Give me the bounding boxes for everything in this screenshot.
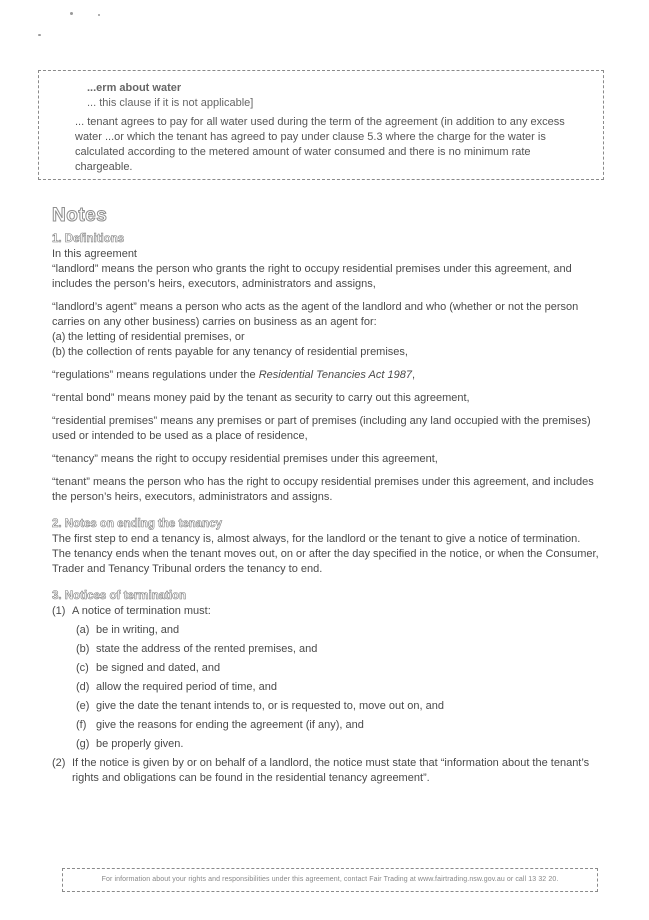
list-item	[76, 642, 600, 657]
list-item	[76, 680, 600, 695]
notes-body	[52, 232, 600, 786]
list-item	[76, 737, 600, 752]
list-item	[52, 345, 600, 360]
scan-speck	[70, 12, 73, 15]
list-item	[76, 661, 600, 676]
list-text: If the notice is given by or on behalf of a landlord, the notice must state that “information about the tenant’s rights and obligations can be found in the residential tenancy agreement”.	[72, 757, 590, 784]
list-marker: (g)	[76, 738, 90, 750]
list-marker: (c)	[76, 662, 89, 674]
definition-tenant: “tenant” means the person who has the right to occupy residential premises under this agreement, and includes the person’s heirs, executors, administrators and assigns.	[52, 476, 594, 503]
list-text: be signed and dated, and	[96, 662, 221, 674]
list-text: the letting of residential premises, or	[68, 331, 245, 343]
list-text: be in writing, and	[96, 624, 180, 636]
definitions-title: 1. Definitions	[52, 233, 125, 245]
water-term-subtitle: ... this clause if it is not applicable]	[87, 97, 254, 109]
termination-title: 3. Notices of termination	[52, 590, 187, 602]
list-marker: (1)	[52, 605, 66, 617]
list-text: state the address of the rented premises, and	[96, 643, 318, 655]
list-marker: (a)	[52, 331, 66, 343]
regulations-act: Residential Tenancies Act 1987	[258, 369, 412, 381]
list-text: be properly given.	[96, 738, 184, 750]
list-item	[76, 623, 600, 638]
definition-rental-bond: “rental bond” means money paid by the tenant as security to carry out this agreement,	[52, 392, 470, 404]
list-item	[76, 699, 600, 714]
list-marker: (a)	[76, 624, 90, 636]
water-term-title: ...erm about water	[87, 82, 182, 94]
list-item	[52, 756, 600, 786]
termination-requirements	[76, 623, 600, 752]
list-text: give the date the tenant intends to, or is requested to, move out on, and	[96, 700, 444, 712]
list-item	[52, 604, 600, 619]
list-marker: (d)	[76, 681, 90, 693]
water-term-body: ... tenant agrees to pay for all water used during the term of the agreement (in addition to any excess water ...or which the tenant has agreed to pay under clause 5.3 where the charge for the water is calculated according to the metered amount of water consumed and there is no minimum rate chargeable.	[75, 116, 565, 173]
list-text: A notice of termination must:	[72, 605, 211, 617]
regulations-suffix: ,	[411, 369, 416, 381]
list-marker: (b)	[52, 346, 66, 358]
ending-title: 2. Notes on ending the tenancy	[52, 518, 222, 530]
water-term-box	[38, 70, 604, 180]
definitions-intro: In this agreement	[52, 248, 137, 260]
regulations-prefix: “regulations” means regulations under the	[52, 369, 259, 381]
definition-residential-premises: “residential premises” means any premises or part of premises (including any land occupied with the premises) used or intended to be used as a place of residence,	[52, 415, 591, 442]
definition-landlords-agent: “landlord’s agent” means a person who acts as the agent of the landlord and who (whether or not the person carries on any other business) carries on business as an agent for:	[52, 301, 579, 328]
scan-speck	[98, 14, 100, 16]
list-item	[52, 330, 600, 345]
definition-regulations	[52, 368, 600, 383]
list-marker: (f)	[76, 719, 87, 731]
scan-speck	[38, 34, 41, 36]
footer-info-box	[62, 868, 598, 892]
ending-body: The first step to end a tenancy is, almost always, for the landlord or the tenant to give a notice of termination. The tenancy ends when the tenant moves out, on or after the day specified in the notice, or when the Consumer, Trader and Tenancy Tribunal orders the tenancy to end.	[52, 533, 599, 575]
definition-landlord: “landlord” means the person who grants the right to occupy residential premises under this agreement, and includes the person’s heirs, executors, administrators and assigns,	[52, 263, 572, 290]
notes-heading: Notes	[52, 205, 108, 226]
list-marker: (2)	[52, 757, 66, 769]
list-marker: (b)	[76, 643, 90, 655]
list-text: allow the required period of time, and	[96, 681, 277, 693]
footer-text: For information about your rights and responsibilities under this agreement, contact Fair Trading at www.fairtrading.nsw.gov.au or call 13 32 20.	[101, 876, 559, 883]
list-text: the collection of rents payable for any tenancy of residential premises,	[68, 346, 408, 358]
definition-tenancy: “tenancy” means the right to occupy residential premises under this agreement,	[52, 453, 438, 465]
list-text: give the reasons for ending the agreement (if any), and	[96, 719, 364, 731]
list-marker: (e)	[76, 700, 90, 712]
list-item	[76, 718, 600, 733]
